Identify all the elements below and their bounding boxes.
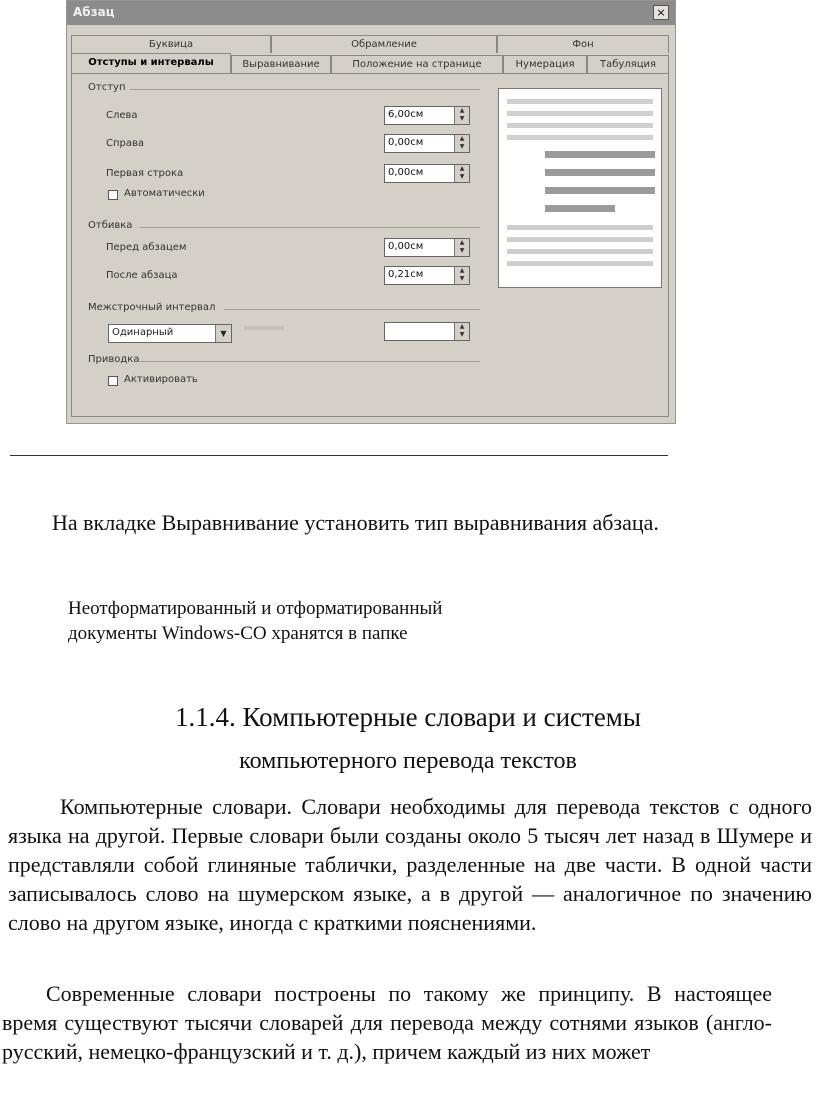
tab-row-bottom — [71, 55, 669, 73]
dialog-title: Абзац — [73, 5, 115, 19]
preview-line — [545, 205, 615, 212]
space-after-label: После абзаца — [106, 270, 178, 281]
preview-line — [507, 123, 653, 128]
activate-label: Активировать — [124, 374, 198, 385]
preview-line — [545, 151, 655, 158]
spin-arrows-icon[interactable]: ▲ ▼ — [454, 267, 469, 284]
indent-left-value: 6,00см — [388, 109, 424, 120]
auto-label: Автоматически — [124, 188, 205, 199]
instruction-paragraph: На вкладке Выравнивание установить тип выравнивания абзаца. — [52, 510, 659, 535]
paragraph-preview — [498, 88, 662, 288]
register-group-line — [140, 361, 480, 362]
first-line-value: 0,00см — [388, 167, 424, 178]
disabled-label — [244, 326, 284, 330]
tab-numbering[interactable]: Нумерация — [503, 55, 587, 73]
indent-left-label: Слева — [106, 110, 138, 121]
paragraph-dialog — [66, 0, 676, 424]
indent-left-stepper[interactable] — [384, 106, 470, 125]
dialog-titlebar — [67, 1, 675, 25]
tab-background[interactable]: Фон — [497, 35, 669, 53]
spin-arrows-icon[interactable]: ▲ ▼ — [454, 323, 469, 340]
preview-line — [507, 249, 653, 254]
first-line-label: Первая строка — [106, 168, 184, 179]
indent-right-label: Справа — [106, 138, 145, 149]
body-paragraph-1: Компьютерные словари. Словари необходимы для перевода текстов с одного языка на другой. Первые словари были созданы около 5 тысяч лет назад в Шумере и представляли собой глиняные таблички, разделенные на две части. В одной части записывалось слово на шумерском языке, а в другой — аналогичное по значению слово на другом языке, иногда с краткими пояснениями. — [8, 794, 812, 935]
note-line-2: документы Windows-СО хранятся в папке — [68, 623, 408, 644]
tab-indents-spacing[interactable]: Отступы и интервалы — [71, 53, 231, 73]
line-spacing-select[interactable] — [108, 324, 232, 343]
body-paragraph-2: Современные словари построены по такому же принципу. В настоящее время существуют тысячи словарей для перевода между сотнями языков (англо-русский, немецко-французский и т. д.), причем каждый из них может — [2, 981, 772, 1064]
section-subheading: компьютерного перевода текстов — [239, 748, 577, 774]
register-group-title: Приводка — [88, 354, 140, 365]
section-heading: 1.1.4. Компьютерные словари и системы — [174, 702, 642, 732]
preview-line — [507, 261, 653, 266]
tab-panel — [71, 73, 669, 417]
spin-arrows-icon[interactable]: ▲ ▼ — [454, 239, 469, 256]
tab-dropcap[interactable]: Буквица — [71, 35, 271, 53]
preview-line — [545, 169, 655, 176]
note-line-1: Неотформатированный и отформатированный — [68, 598, 443, 619]
activate-checkbox[interactable] — [108, 376, 118, 386]
space-before-stepper[interactable] — [384, 238, 470, 257]
spin-arrows-icon[interactable]: ▲ ▼ — [454, 107, 469, 124]
space-before-value: 0,00см — [388, 241, 424, 252]
auto-checkbox[interactable] — [108, 190, 118, 200]
preview-line — [507, 99, 653, 104]
space-before-label: Перед абзацем — [106, 242, 187, 253]
preview-line — [507, 135, 653, 140]
indent-group-line — [130, 89, 480, 90]
spin-arrows-icon[interactable]: ▲ ▼ — [454, 165, 469, 182]
indent-group-title: Отступ — [88, 82, 126, 93]
spacing-group-title: Отбивка — [88, 220, 133, 231]
preview-line — [507, 225, 653, 230]
space-after-stepper[interactable] — [384, 266, 470, 285]
chevron-down-icon[interactable]: ▼ — [215, 325, 231, 342]
indent-right-stepper[interactable] — [384, 134, 470, 153]
tab-page-position[interactable]: Положение на странице — [331, 55, 503, 73]
spacing-group-line — [140, 227, 480, 228]
close-button[interactable]: × — [653, 5, 669, 20]
tab-alignment[interactable]: Выравнивание — [231, 55, 331, 73]
tab-tabs[interactable]: Табуляция — [587, 55, 669, 73]
space-after-value: 0,21см — [388, 269, 424, 280]
note-block — [68, 596, 442, 646]
line-spacing-group-line — [224, 309, 480, 310]
line-spacing-stepper[interactable] — [384, 322, 470, 341]
preview-line — [507, 111, 653, 116]
horizontal-rule — [10, 455, 668, 456]
preview-line — [507, 237, 653, 242]
line-spacing-group-title: Межстрочный интервал — [88, 302, 216, 313]
tab-borders[interactable]: Обрамление — [271, 35, 497, 53]
line-spacing-value: Одинарный — [112, 327, 174, 338]
spin-arrows-icon[interactable]: ▲ ▼ — [454, 135, 469, 152]
tab-row-top — [71, 35, 669, 53]
indent-right-value: 0,00см — [388, 137, 424, 148]
first-line-stepper[interactable] — [384, 164, 470, 183]
preview-line — [545, 187, 655, 194]
